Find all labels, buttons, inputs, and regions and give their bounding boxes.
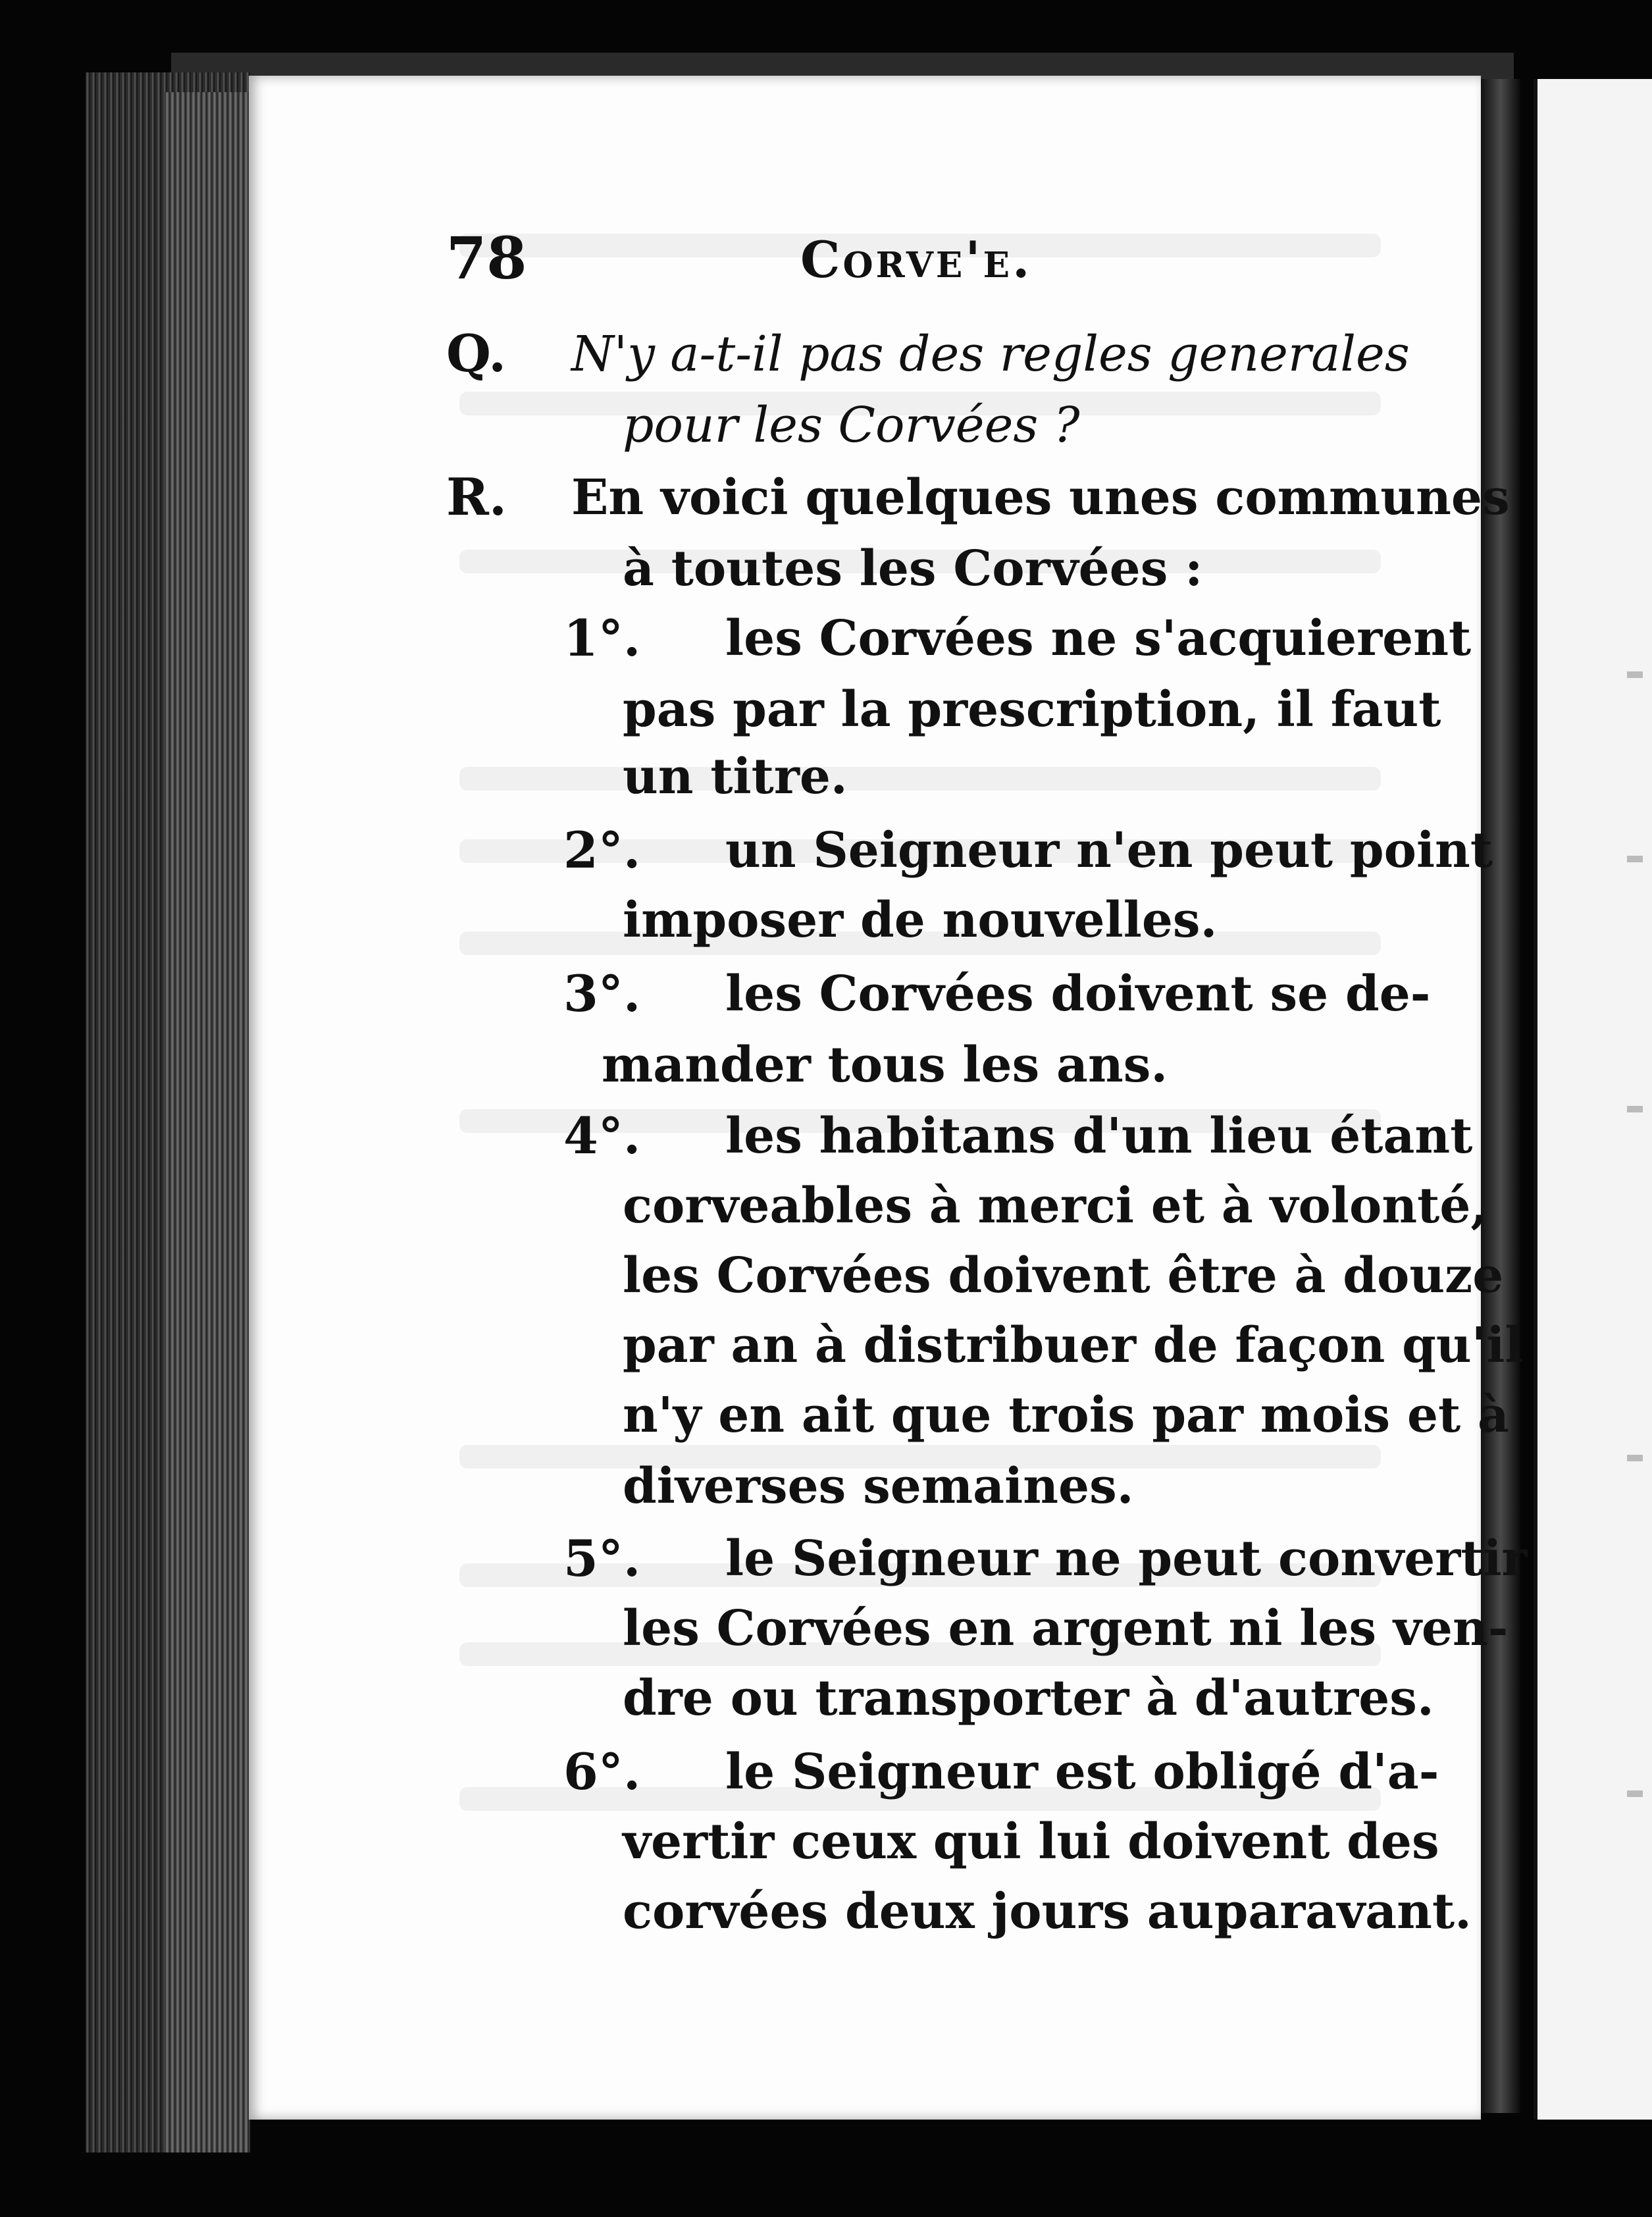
answer-line: En voici quelques unes communes — [571, 469, 1510, 526]
rule-number: 3°. — [563, 964, 641, 1023]
rule-number: 1°. — [563, 609, 641, 667]
rule-line: un Seigneur n'en peut point — [725, 822, 1493, 879]
rule-line: les Corvées doivent être à douze — [623, 1247, 1504, 1304]
rule-number: 5°. — [563, 1529, 641, 1588]
question-line: pour les Corvées ? — [623, 397, 1080, 454]
rule-line: dre ou transporter à d'autres. — [623, 1670, 1434, 1727]
page-header — [249, 224, 1481, 303]
adjacent-page-fragment — [1534, 79, 1652, 2120]
rule-line: les Corvées ne s'acquierent — [725, 610, 1472, 667]
rule-line: corveables à merci et à volonté, — [623, 1178, 1488, 1234]
rule-line: un titre. — [623, 748, 848, 805]
rule-line: par an à distribuer de façon qu'il — [623, 1317, 1524, 1374]
book-gutter-left — [165, 92, 250, 2152]
rule-line: corvées deux jours auparavant. — [623, 1883, 1472, 1940]
rule-line: diverses semaines. — [623, 1458, 1134, 1515]
running-title: Corve'e. — [800, 230, 1033, 289]
rule-line: le Seigneur est obligé d'a- — [725, 1744, 1439, 1800]
rule-number: 4°. — [563, 1107, 641, 1165]
answer-marker: R. — [446, 467, 507, 527]
answer-line: à toutes les Corvées : — [623, 540, 1203, 597]
rule-line: les Corvées en argent ni les ven- — [623, 1600, 1509, 1657]
rule-line: imposer de nouvelles. — [623, 892, 1218, 949]
rule-line: pas par la prescription, il faut — [623, 681, 1441, 738]
book-gutter-right — [1481, 79, 1520, 2113]
book-page — [249, 76, 1528, 2120]
rule-line: les Corvées doivent se de- — [725, 966, 1431, 1022]
rule-line: vertir ceux qui lui doivent des — [623, 1813, 1439, 1870]
page-number: 78 — [446, 224, 527, 292]
rule-number: 2°. — [563, 821, 641, 879]
rule-line: n'y en ait que trois par mois et à — [623, 1387, 1509, 1444]
rule-line: le Seigneur ne peut convertir — [725, 1530, 1528, 1587]
question-marker: Q. — [446, 324, 507, 384]
rule-number: 6°. — [563, 1742, 641, 1801]
rule-line: mander tous les ans. — [602, 1037, 1168, 1093]
question-line: N'y a-t-il pas des regles generales — [571, 326, 1410, 382]
rule-line: les habitans d'un lieu étant — [725, 1108, 1473, 1164]
